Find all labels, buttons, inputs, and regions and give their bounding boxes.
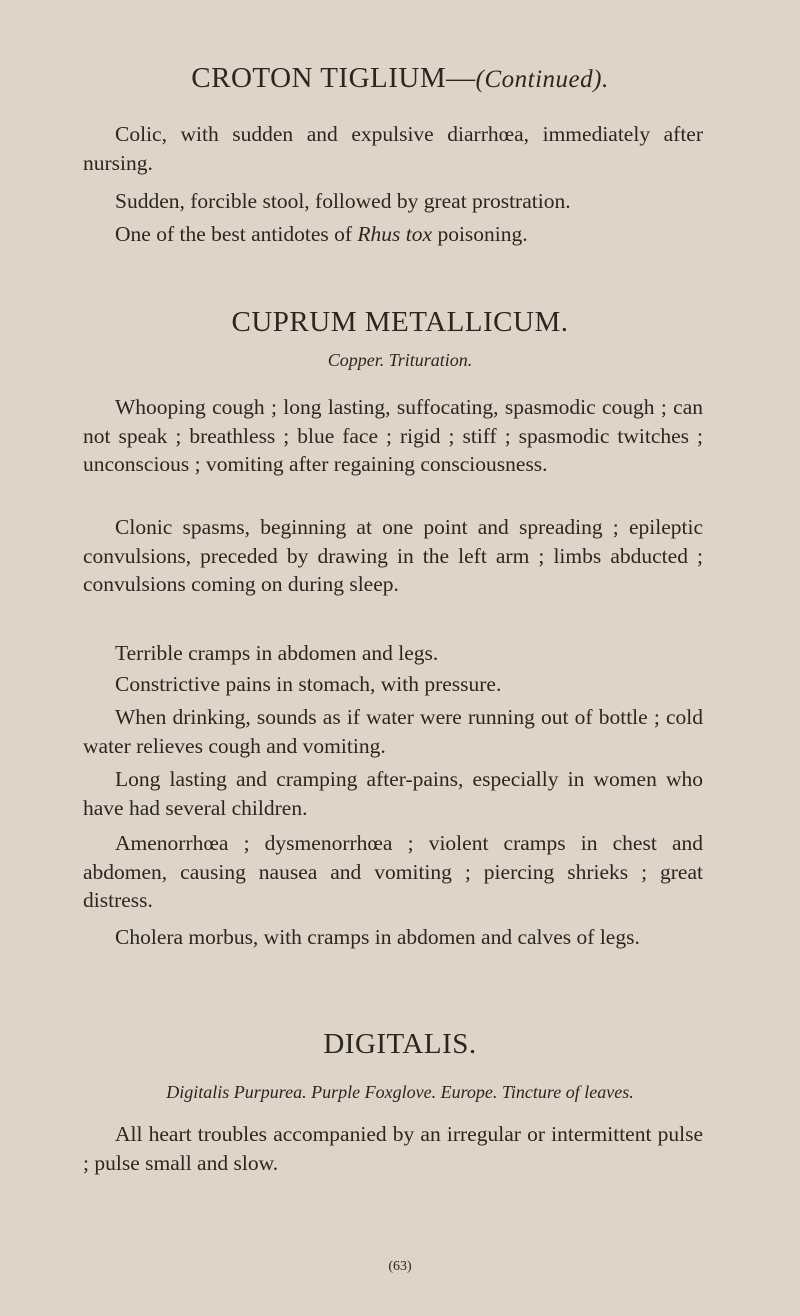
cuprum-paragraph-8: Cholera morbus, with cramps in abdomen and calves of legs.	[115, 925, 640, 949]
continued-label: (Continued).	[475, 66, 609, 93]
cuprum-paragraph-5: When drinking, sounds as if water were running out of bottle ; cold water relieves cough and vomiting.	[83, 705, 703, 758]
cuprum-heading: CUPRUM METALLICUM.	[231, 306, 569, 338]
croton-paragraph-3-end: poisoning.	[437, 222, 528, 246]
cuprum-paragraph-3: Terrible cramps in abdomen and legs.	[115, 641, 439, 665]
digitalis-subtitle: Digitalis Purpurea. Purple Foxglove. Europe. Tincture of leaves.	[166, 1082, 634, 1102]
rhus-tox-term: Rhus tox	[357, 222, 433, 246]
croton-paragraph-2: Sudden, forcible stool, followed by great prostration.	[115, 189, 571, 213]
croton-paragraph-1: Colic, with sudden and expulsive diarrhœa, immediately after nursing.	[83, 122, 703, 175]
croton-paragraph-3-text: One of the best antidotes of	[115, 222, 353, 246]
cuprum-paragraph-2: Clonic spasms, beginning at one point and spreading ; epileptic convulsions, preceded by drawing in the left arm ; limbs abducted ; convulsions coming on during sleep.	[83, 515, 703, 596]
croton-paragraph-3	[83, 220, 703, 249]
cuprum-paragraph-1: Whooping cough ; long lasting, suffocating, spasmodic cough ; can not speak ; breathless ; blue face ; rigid ; stiff ; spasmodic twitches ; unconscious ; vomiting after regaining consciousness.	[83, 395, 703, 476]
cuprum-paragraph-7: Amenorrhœa ; dysmenorrhœa ; violent cramps in chest and abdomen, causing nausea and vomiting ; piercing shrieks ; great distress.	[83, 831, 703, 912]
croton-title: CROTON TIGLIUM—	[191, 62, 476, 94]
page-number: (63)	[388, 1259, 412, 1274]
digitalis-paragraph-1: All heart troubles accompanied by an irregular or intermittent pulse ; pulse small and slow.	[83, 1122, 703, 1175]
cuprum-paragraph-4: Constrictive pains in stomach, with pressure.	[115, 672, 502, 696]
digitalis-heading: DIGITALIS.	[323, 1028, 477, 1060]
cuprum-subtitle: Copper. Trituration.	[327, 350, 473, 370]
croton-heading	[0, 62, 800, 95]
cuprum-paragraph-6: Long lasting and cramping after-pains, especially in women who have had several children.	[83, 767, 703, 820]
